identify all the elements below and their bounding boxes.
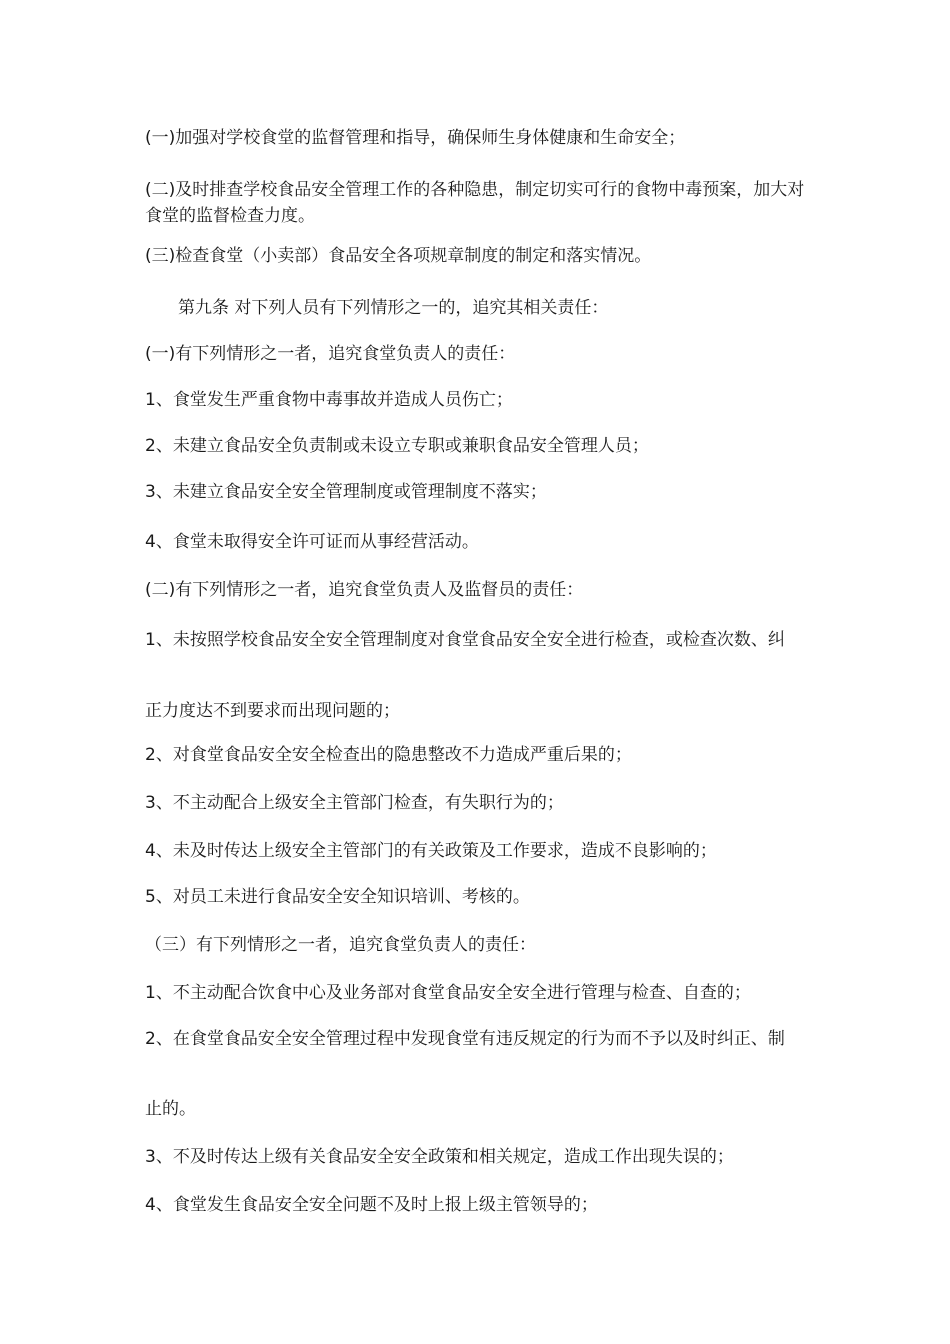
paragraph-21: 3、不及时传达上级有关食品安全安全政策和相关规定，造成工作出现失误的； [145, 1147, 734, 1167]
paragraph-11: 1、未按照学校食品安全安全管理制度对食堂食品安全安全进行检查，或检查次数、纠 [145, 630, 785, 650]
paragraph-18: 1、不主动配合饮食中心及业务部对食堂食品安全安全进行管理与检查、自查的； [145, 983, 751, 1003]
paragraph-3: (三)检查食堂（小卖部）食品安全各项规章制度的制定和落实情况。 [145, 246, 652, 266]
paragraph-8: 3、未建立食品安全安全管理制度或管理制度不落实； [145, 482, 547, 502]
paragraph-20: 止的。 [145, 1099, 196, 1119]
paragraph-17: （三）有下列情形之一者，追究食堂负责人的责任： [145, 935, 536, 955]
paragraph-14: 3、不主动配合上级安全主管部门检查，有失职行为的； [145, 793, 564, 813]
article-9-heading: 第九条 对下列人员有下列情形之一的，追究其相关责任： [178, 298, 609, 318]
paragraph-7: 2、未建立食品安全负责制或未设立专职或兼职食品安全管理人员； [145, 436, 649, 456]
paragraph-22: 4、食堂发生食品安全安全问题不及时上报上级主管领导的； [145, 1195, 598, 1215]
paragraph-19: 2、在食堂食品安全安全管理过程中发现食堂有违反规定的行为而不予以及时纠正、制 [145, 1029, 785, 1049]
paragraph-6: 1、食堂发生严重食物中毒事故并造成人员伤亡； [145, 390, 513, 410]
paragraph-9: 4、食堂未取得安全许可证而从事经营活动。 [145, 532, 479, 552]
paragraph-16: 5、对员工未进行食品安全安全知识培训、考核的。 [145, 887, 530, 907]
paragraph-2: (二)及时排查学校食品安全管理工作的各种隐患，制定切实可行的食物中毒预案，加大对食堂的监督检查力度。 [145, 180, 805, 226]
paragraph-1: (一)加强对学校食堂的监督管理和指导，确保师生身体健康和生命安全； [145, 128, 686, 148]
paragraph-5: (一)有下列情形之一者，追究食堂负责人的责任： [145, 344, 516, 364]
paragraph-15: 4、未及时传达上级安全主管部门的有关政策及工作要求，造成不良影响的； [145, 841, 717, 861]
paragraph-10: (二)有下列情形之一者，追究食堂负责人及监督员的责任： [145, 580, 584, 600]
paragraph-12: 正力度达不到要求而出现问题的； [145, 701, 400, 721]
paragraph-13: 2、对食堂食品安全安全检查出的隐患整改不力造成严重后果的； [145, 745, 632, 765]
